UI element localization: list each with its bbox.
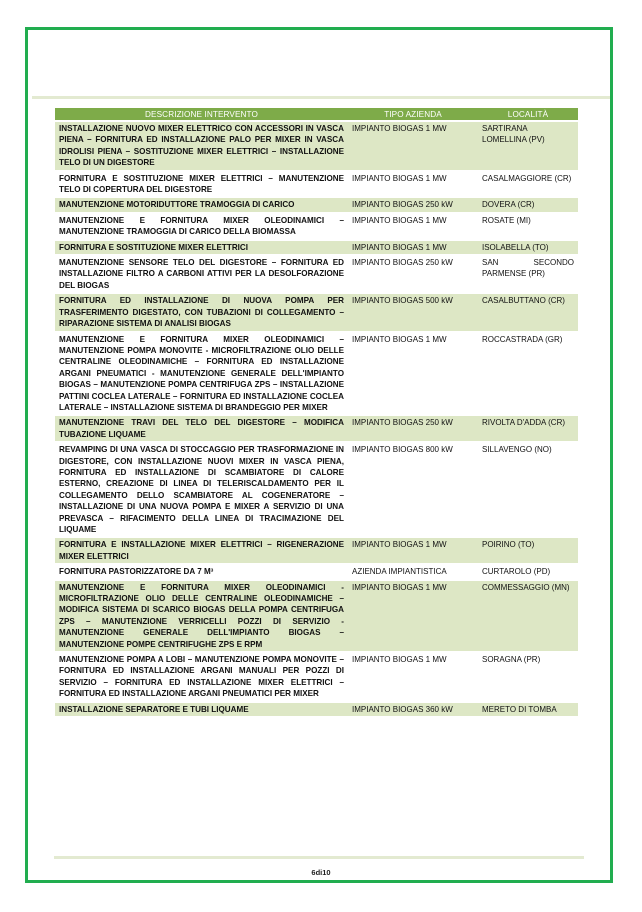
row-company-type: IMPIANTO BIOGAS 1 MW (348, 580, 478, 652)
row-location: CASALMAGGIORE (CR) (478, 171, 578, 198)
row-description: REVAMPING DI UNA VASCA DI STOCCAGGIO PER TRASFORMAZIONE IN DIGESTORE, CON INSTALLAZIONE NUOVI MIXER IN VASCA PIENA, FORNITURA ED INSTALLAZIONE DI SCAMBIATORE DI CALORE ESTERNO, CREAZIONE DI LINEA DI TELERISCALDAMENTO PER IL COLLEGAMENTO DELLO SCAMBIATORE AL COGENERATORE – INSTALLAZIONE DI UNA NUOVA POMPA E MIXER A SERVIZIO DI UNA PREVASCA – RIFACIMENTO DELLA LINEA DI TRACIMAZIONE DEL LIQUAME (55, 442, 348, 537)
row-description: MANUTENZIONE SENSORE TELO DEL DIGESTORE – FORNITURA ED INSTALLAZIONE FILTRO A CARBONI ATTIVI PER LA DESOLFORAZIONE DEL BIOGAS (55, 255, 348, 293)
row-company-type: IMPIANTO BIOGAS 800 kW (348, 442, 478, 537)
top-divider (32, 96, 610, 99)
row-description: FORNITURA PASTORIZZATORE DA 7 M³ (55, 564, 348, 579)
table-header-row (55, 108, 578, 121)
row-company-type: IMPIANTO BIOGAS 1 MW (348, 121, 478, 171)
table-row (55, 171, 578, 198)
table-row (55, 442, 578, 537)
table-body (55, 121, 578, 717)
row-description: FORNITURA E SOSTITUZIONE MIXER ELETTRICI – MANUTENZIONE TELO DI COPERTURA DEL DIGESTORE (55, 171, 348, 198)
table-row (55, 564, 578, 579)
row-company-type: IMPIANTO BIOGAS 1 MW (348, 537, 478, 564)
row-company-type: AZIENDA IMPIANTISTICA (348, 564, 478, 579)
row-company-type: IMPIANTO BIOGAS 250 kW (348, 415, 478, 442)
header-location: LOCALITÀ (478, 108, 578, 121)
table-row (55, 537, 578, 564)
table-row (55, 580, 578, 652)
row-location: SARTIRANA LOMELLINA (PV) (478, 121, 578, 171)
row-description: FORNITURA E INSTALLAZIONE MIXER ELETTRICI – RIGENERAZIONE MIXER ELETTRICI (55, 537, 348, 564)
row-description: MANUTENZIONE E FORNITURA MIXER OLEODINAMICI - MICROFILTRAZIONE OLIO DELLE CENTRALINE OLEODINAMICHE – MODIFICA SISTEMA DI SCARICO BIOGAS DELLA POMPA CENTRIFUGA ZPS – MANUTENZIONE VERRICELLI POZZI DI SERVIZIO - MANUTENZIONE GENERALE DELL'IMPIANTO BIOGAS – MANUTENZIONE POMPE CENTRIFUGHE ZPS E RPM (55, 580, 348, 652)
row-location: COMMESSAGGIO (MN) (478, 580, 578, 652)
row-location: ROSATE (MI) (478, 213, 578, 240)
row-description: FORNITURA E SOSTITUZIONE MIXER ELETTRICI (55, 240, 348, 255)
header-company-type: TIPO AZIENDA (348, 108, 478, 121)
bottom-divider (54, 856, 584, 859)
row-company-type: IMPIANTO BIOGAS 1 MW (348, 240, 478, 255)
row-location: DOVERA (CR) (478, 197, 578, 212)
row-location: SAN SECONDO PARMENSE (PR) (478, 255, 578, 293)
row-location: ROCCASTRADA (GR) (478, 332, 578, 416)
row-location: RIVOLTA D'ADDA (CR) (478, 415, 578, 442)
row-company-type: IMPIANTO BIOGAS 250 kW (348, 255, 478, 293)
row-description: INSTALLAZIONE NUOVO MIXER ELETTRICO CON ACCESSORI IN VASCA PIENA – FORNITURA ED INSTALLAZIONE PALO PER MIXER IN VASCA IDROLISI PIENA – SOSTITUZIONE MIXER ELETTRICI – INSTALLAZIONE TELO DI UN DIGESTORE (55, 121, 348, 171)
table-row (55, 240, 578, 255)
page-number: 6di10 (311, 868, 331, 877)
row-description: MANUTENZIONE TRAVI DEL TELO DEL DIGESTORE – MODIFICA TUBAZIONE LIQUAME (55, 415, 348, 442)
row-description: MANUTENZIONE POMPA A LOBI – MANUTENZIONE POMPA MONOVITE – FORNITURA ED INSTALLAZIONE ARGANI MANUALI PER POZZI DI SERVIZIO – FORNITURA ED INSTALLAZIONE MIXER ELETTRICI – FORNITURA ED INSTALLAZIONE ARGANI PNEUMATICI PER MIXER (55, 652, 348, 702)
table-row (55, 652, 578, 702)
row-location: ISOLABELLA (TO) (478, 240, 578, 255)
row-location: POIRINO (TO) (478, 537, 578, 564)
table-row (55, 702, 578, 717)
row-description: FORNITURA ED INSTALLAZIONE DI NUOVA POMPA PER TRASFERIMENTO DIGESTATO, CON TUBAZIONI DI COLLEGAMENTO – RIPARAZIONE SISTEMA DI ANALISI BIOGAS (55, 293, 348, 331)
row-company-type: IMPIANTO BIOGAS 1 MW (348, 213, 478, 240)
row-description: MANUTENZIONE MOTORIDUTTORE TRAMOGGIA DI CARICO (55, 197, 348, 212)
table-row (55, 197, 578, 212)
row-description: INSTALLAZIONE SEPARATORE E TUBI LIQUAME (55, 702, 348, 717)
row-company-type: IMPIANTO BIOGAS 1 MW (348, 332, 478, 416)
table-row (55, 121, 578, 171)
row-company-type: IMPIANTO BIOGAS 360 kW (348, 702, 478, 717)
row-company-type: IMPIANTO BIOGAS 1 MW (348, 171, 478, 198)
row-company-type: IMPIANTO BIOGAS 250 kW (348, 197, 478, 212)
row-company-type: IMPIANTO BIOGAS 1 MW (348, 652, 478, 702)
header-description: DESCRIZIONE INTERVENTO (55, 108, 348, 121)
table-row (55, 293, 578, 331)
table-row (55, 415, 578, 442)
table-row (55, 332, 578, 416)
table-row (55, 255, 578, 293)
works-table (55, 108, 578, 718)
row-location: MERETO DI TOMBA (478, 702, 578, 717)
row-company-type: IMPIANTO BIOGAS 500 kW (348, 293, 478, 331)
row-location: SORAGNA (PR) (478, 652, 578, 702)
row-location: CURTAROLO (PD) (478, 564, 578, 579)
table-row (55, 213, 578, 240)
row-description: MANUTENZIONE E FORNITURA MIXER OLEODINAMICI – MANUTENZIONE POMPA MONOVITE - MICROFILTRAZIONE OLIO DELLE CENTRALINE OLEODINAMICHE – FORNITURA ED INSTALLAZIONE ARGANI PNEUMATICI - MANUTENZIONE GENERALE DELL'IMPIANTO BIOGAS – MANUTENZIONE POMPA CENTRIFUGA ZPS – INSTALLAZIONE PATTINI COCLEA LATERALE – FORNITURA ED INSTALLAZIONE COCLEA LATERALE – INSTALLAZIONE SISTEMA DI BRANDEGGIO PER MIXER (55, 332, 348, 416)
row-description: MANUTENZIONE E FORNITURA MIXER OLEODINAMICI – MANUTENZIONE TRAMOGGIA DI CARICO DELLA BIOMASSA (55, 213, 348, 240)
row-location: CASALBUTTANO (CR) (478, 293, 578, 331)
row-location: SILLAVENGO (NO) (478, 442, 578, 537)
